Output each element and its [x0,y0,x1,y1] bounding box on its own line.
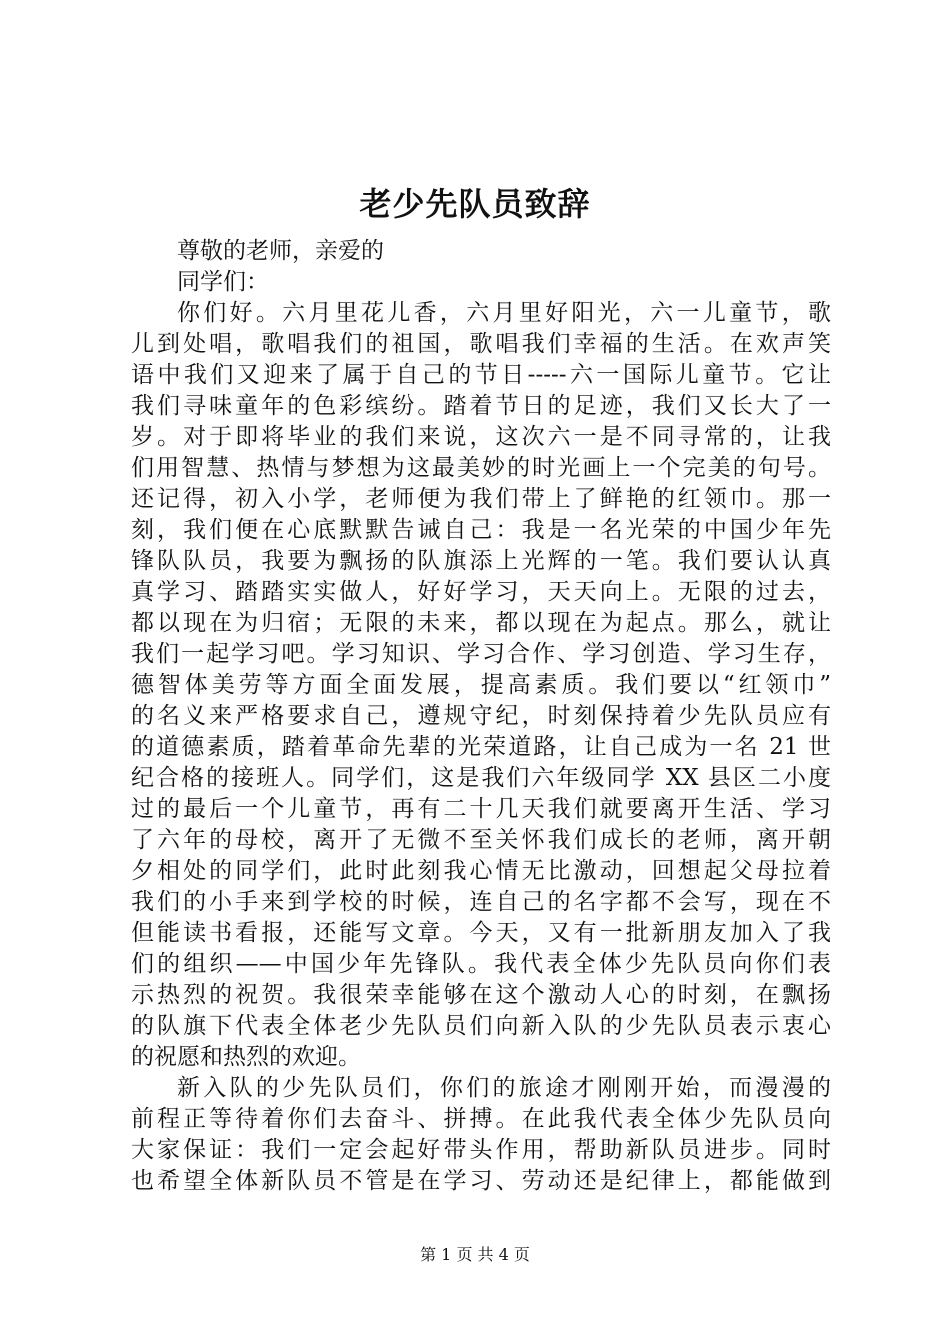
text-line: 我们的小手来到学校的时候，连自己的名字都不会写，现在不 [131,889,831,915]
text-line: 纪合格的接班人。同学们，这是我们六年级同学 XX 县区二小度 [131,765,831,791]
text-line: 了六年的母校，离开了无微不至关怀我们成长的老师，离开朝 [131,827,831,853]
text-line: 示热烈的祝贺。我很荣幸能够在这个激动人心的时刻，在飘扬 [131,982,831,1008]
text-line: 语中我们又迎来了属于自己的节日-----六一国际儿童节。它让 [131,362,831,388]
text-line: 岁。对于即将毕业的我们来说，这次六一是不同寻常的，让我 [131,424,831,450]
text-line: 的队旗下代表全体老少先队员们向新入队的少先队员表示衷心 [131,1013,831,1039]
text-line: 锋队队员，我要为飘扬的队旗添上光辉的一笔。我们要认认真 [131,548,831,574]
text-line: 同学们： [177,269,269,295]
text-line: 过的最后一个儿童节，再有二十几天我们就要离开生活、学习 [131,796,831,822]
page-title: 老少先队员致辞 [359,185,591,223]
text-line: 大家保证：我们一定会起好带头作用，帮助新队员进步。同时 [131,1137,831,1163]
text-line: 你们好。六月里花儿香，六月里好阳光，六一儿童节，歌 [177,300,831,326]
text-line: 我们寻味童年的色彩缤纷。踏着节日的足迹，我们又长大了一 [131,393,831,419]
text-line: 还记得，初入小学，老师便为我们带上了鲜艳的红领巾。那一 [131,486,831,512]
text-line: 儿到处唱，歌唱我们的祖国，歌唱我们幸福的生活。在欢声笑 [131,331,831,357]
text-line: 的道德素质，踏着革命先辈的光荣道路，让自己成为一名 21 世 [131,734,831,760]
text-line: 的名义来严格要求自己，遵规守纪，时刻保持着少先队员应有 [131,703,831,729]
text-line: 但能读书看报，还能写文章。今天，又有一批新朋友加入了我 [131,920,831,946]
text-line: 我们一起学习吧。学习知识、学习合作、学习创造、学习生存， [131,641,831,667]
text-line: 真学习、踏踏实实做人，好好学习，天天向上。无限的过去， [131,579,831,605]
speech-body [131,236,831,1197]
text-line: 夕相处的同学们，此时此刻我心情无比激动，回想起父母拉着 [131,858,831,884]
text-line: 刻，我们便在心底默默告诫自己：我是一名光荣的中国少年先 [131,517,831,543]
page-number-footer: 第 1 页 共 4 页 [420,1245,530,1264]
text-line: 都以现在为归宿；无限的未来，都以现在为起点。那么，就让 [131,610,831,636]
text-line: 也希望全体新队员不管是在学习、劳动还是纪律上，都能做到 [131,1168,831,1194]
text-line: 们的组织——中国少年先锋队。我代表全体少先队员向你们表 [131,951,831,977]
text-line: 前程正等待着你们去奋斗、拼搏。在此我代表全体少先队员向 [131,1106,831,1132]
text-line: 们用智慧、热情与梦想为这最美妙的时光画上一个完美的句号。 [131,455,831,481]
text-line: 尊敬的老师，亲爱的 [177,238,384,264]
text-line: 德智体美劳等方面全面发展，提高素质。我们要以“红领巾” [131,672,831,698]
text-line: 新入队的少先队员们，你们的旅途才刚刚开始，而漫漫的 [177,1075,831,1101]
text-line: 的祝愿和热烈的欢迎。 [131,1044,361,1070]
